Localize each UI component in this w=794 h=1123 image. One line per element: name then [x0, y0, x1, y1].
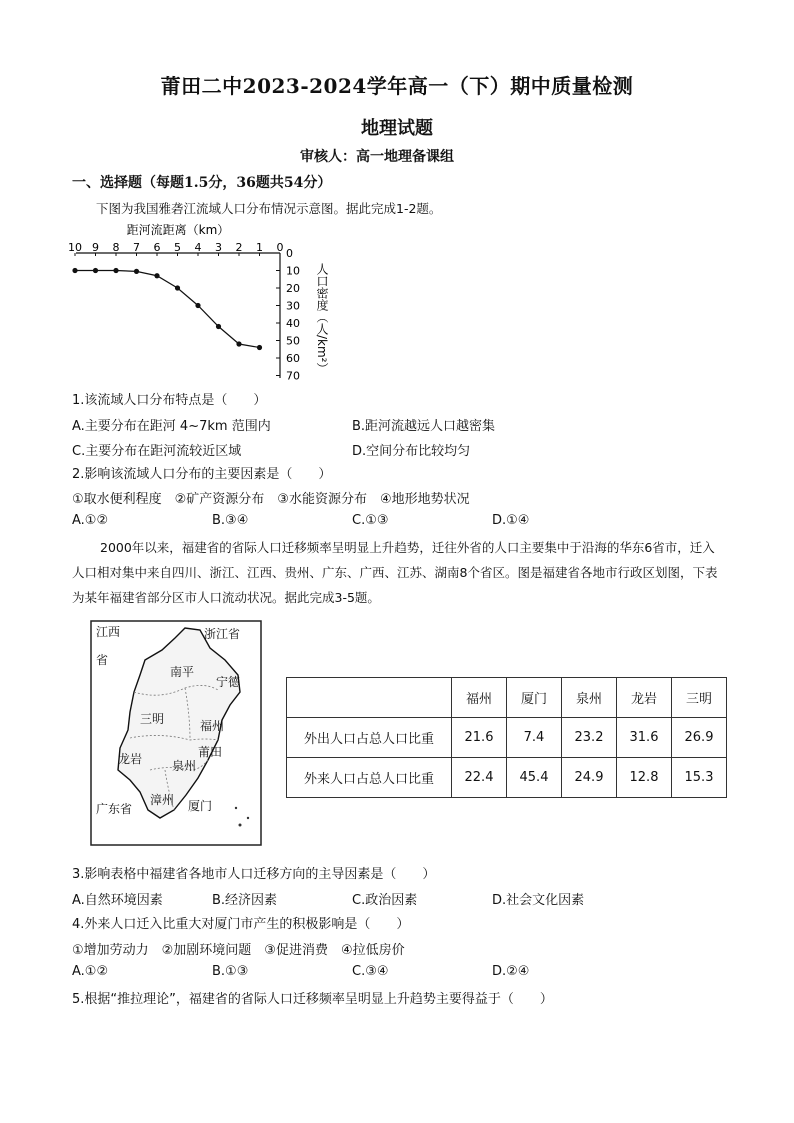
q1-option-a[interactable]: A.主要分布在距河 4~7km 范围内: [72, 419, 271, 434]
table-row: [287, 758, 727, 798]
x-tick-label: 2: [235, 241, 243, 254]
table-col-header: 泉州: [562, 678, 617, 718]
x-tick-label: 4: [194, 241, 202, 254]
data-point: [257, 345, 262, 350]
table-cell: 31.6: [617, 718, 672, 758]
y-tick-label: 60: [286, 352, 300, 365]
table-cell: 15.3: [672, 758, 727, 798]
q1-option-d[interactable]: D.空间分布比较均匀: [352, 444, 471, 459]
map-label-fuzhou: 福州: [200, 719, 225, 733]
passage-2: 2000年以来，福建省的省际人口迁移频率呈明显上升趋势，迁往外省的人口主要集中于沿海的华东6省市，迁入人口相对集中来自四川、浙江、江西、贵州、广东、广西、江苏、湖南8个省区。图是福建省各地市行政区划图，下表为某年福建省部分区市人口流动状况。据此完成3-5题。: [72, 540, 718, 605]
q4-option-d[interactable]: D.②④: [492, 964, 530, 979]
table-cell: 21.6: [452, 718, 507, 758]
y-tick-label: 50: [286, 334, 300, 348]
y-axis-label: 人口密度（人/km²）: [315, 263, 329, 375]
data-point: [72, 268, 77, 273]
table-cell: 26.9: [672, 718, 727, 758]
map-label-jiangxi-1: 江西: [96, 625, 121, 639]
x-tick-label: 1: [256, 241, 263, 254]
x-axis-ticks: [68, 241, 284, 256]
map-label-zhangzhou: 漳州: [150, 793, 175, 807]
population-density-chart: [70, 218, 340, 383]
q3-option-c[interactable]: C.政治因素: [352, 893, 418, 908]
island-dot: [239, 824, 242, 827]
q2-option-a[interactable]: A.①②: [72, 513, 109, 528]
table-row-label: 外出人口占总人口比重: [287, 718, 452, 758]
map-label-guangdong: 广东省: [96, 802, 133, 816]
q2-option-d[interactable]: D.①④: [492, 513, 530, 528]
q1-option-c[interactable]: C.主要分布在距河流较近区域: [72, 444, 242, 459]
x-tick-label: 10: [68, 241, 82, 254]
map-label-longyan: 龙岩: [118, 752, 143, 766]
q2-option-c[interactable]: C.①③: [352, 513, 389, 528]
map-label-quanzhou: 泉州: [172, 759, 197, 773]
table-cell: 45.4: [507, 758, 562, 798]
question-2-stem: 2.影响该流域人口分布的主要因素是（ ）: [72, 467, 332, 482]
question-5-stem: 5.根据“推拉理论”，福建省的省际人口迁移频率呈明显上升趋势主要得益于（ ）: [72, 992, 553, 1007]
data-point: [175, 285, 180, 290]
data-point: [134, 269, 139, 274]
q1-option-b[interactable]: B.距河流越远人口越密集: [352, 419, 496, 434]
map-label-zhejiang: 浙江省: [204, 627, 241, 641]
x-tick-label: 0: [276, 241, 284, 254]
y-tick-label: 10: [286, 264, 300, 278]
map-label-sanming: 三明: [140, 712, 165, 726]
table-col-header: 龙岩: [617, 678, 672, 718]
migration-table: [286, 677, 727, 798]
data-point: [113, 268, 118, 273]
page-title: 莆田二中2023-2024学年高一（下）期中质量检测: [160, 74, 634, 98]
y-tick-label: 0: [286, 247, 293, 260]
map-label-ningde: 宁德: [216, 675, 241, 689]
y-tick-label: 40: [286, 317, 300, 330]
chart-title: 距河流距离（km）: [126, 223, 230, 237]
table-cell: 12.8: [617, 758, 672, 798]
data-point: [236, 341, 241, 346]
y-tick-label: 20: [286, 282, 300, 295]
table-row-label: 外来人口占总人口比重: [287, 758, 452, 798]
q3-option-b[interactable]: B.经济因素: [212, 893, 278, 908]
table-corner-cell: [287, 678, 452, 718]
density-series-line: [75, 271, 260, 348]
intro-text-1: 下图为我国雅砻江流域人口分布情况示意图。据此完成1-2题。: [96, 201, 442, 216]
data-point: [93, 268, 98, 273]
y-tick-label: 30: [286, 299, 300, 313]
x-tick-label: 5: [174, 241, 181, 254]
question-4-items: ①增加劳动力 ②加剧环境问题 ③促进消费 ④拉低房价: [72, 943, 405, 958]
island-dot: [235, 807, 237, 809]
x-tick-label: 6: [153, 241, 161, 254]
q2-option-b[interactable]: B.③④: [212, 513, 249, 528]
table-row: [287, 718, 727, 758]
data-point: [195, 303, 200, 308]
q3-option-a[interactable]: A.自然环境因素: [72, 893, 163, 908]
q4-option-c[interactable]: C.③④: [352, 964, 389, 979]
y-tick-label: 70: [286, 369, 300, 383]
question-4-stem: 4.外来人口迁入比重大对厦门市产生的积极影响是（ ）: [72, 917, 410, 932]
data-point: [154, 273, 159, 278]
fujian-admin-map: [90, 620, 262, 846]
data-point: [216, 324, 221, 329]
table-col-header: 厦门: [507, 678, 562, 718]
q4-option-b[interactable]: B.①③: [212, 964, 249, 979]
table-header-row: [287, 678, 727, 718]
table-col-header: 福州: [452, 678, 507, 718]
question-2-items: ①取水便利程度 ②矿产资源分布 ③水能资源分布 ④地形地势状况: [72, 492, 470, 507]
map-label-nanping: 南平: [170, 665, 195, 679]
map-label-putian: 莆田: [198, 745, 223, 759]
map-label-jiangxi-2: 省: [96, 653, 109, 667]
q4-option-a[interactable]: A.①②: [72, 964, 109, 979]
map-label-xiamen: 厦门: [188, 799, 213, 813]
x-tick-label: 8: [112, 241, 120, 254]
reviewer-line: 审核人：高一地理备课组: [300, 149, 454, 165]
table-cell: 22.4: [452, 758, 507, 798]
question-3-stem: 3.影响表格中福建省各地市人口迁移方向的主导因素是（ ）: [72, 867, 436, 882]
section-heading: 一、选择题（每题1.5分，36题共54分）: [72, 175, 332, 191]
table-cell: 24.9: [562, 758, 617, 798]
page-subtitle: 地理试题: [361, 118, 433, 139]
table-cell: 23.2: [562, 718, 617, 758]
density-series-points: [72, 268, 262, 350]
table-cell: 7.4: [507, 718, 562, 758]
x-tick-label: 7: [133, 241, 140, 254]
q3-option-d[interactable]: D.社会文化因素: [492, 893, 585, 908]
table-col-header: 三明: [672, 678, 727, 718]
x-tick-label: 9: [92, 241, 99, 254]
question-1-stem: 1.该流域人口分布特点是（ ）: [72, 393, 267, 408]
x-tick-label: 3: [215, 241, 222, 254]
island-dot: [247, 817, 249, 819]
